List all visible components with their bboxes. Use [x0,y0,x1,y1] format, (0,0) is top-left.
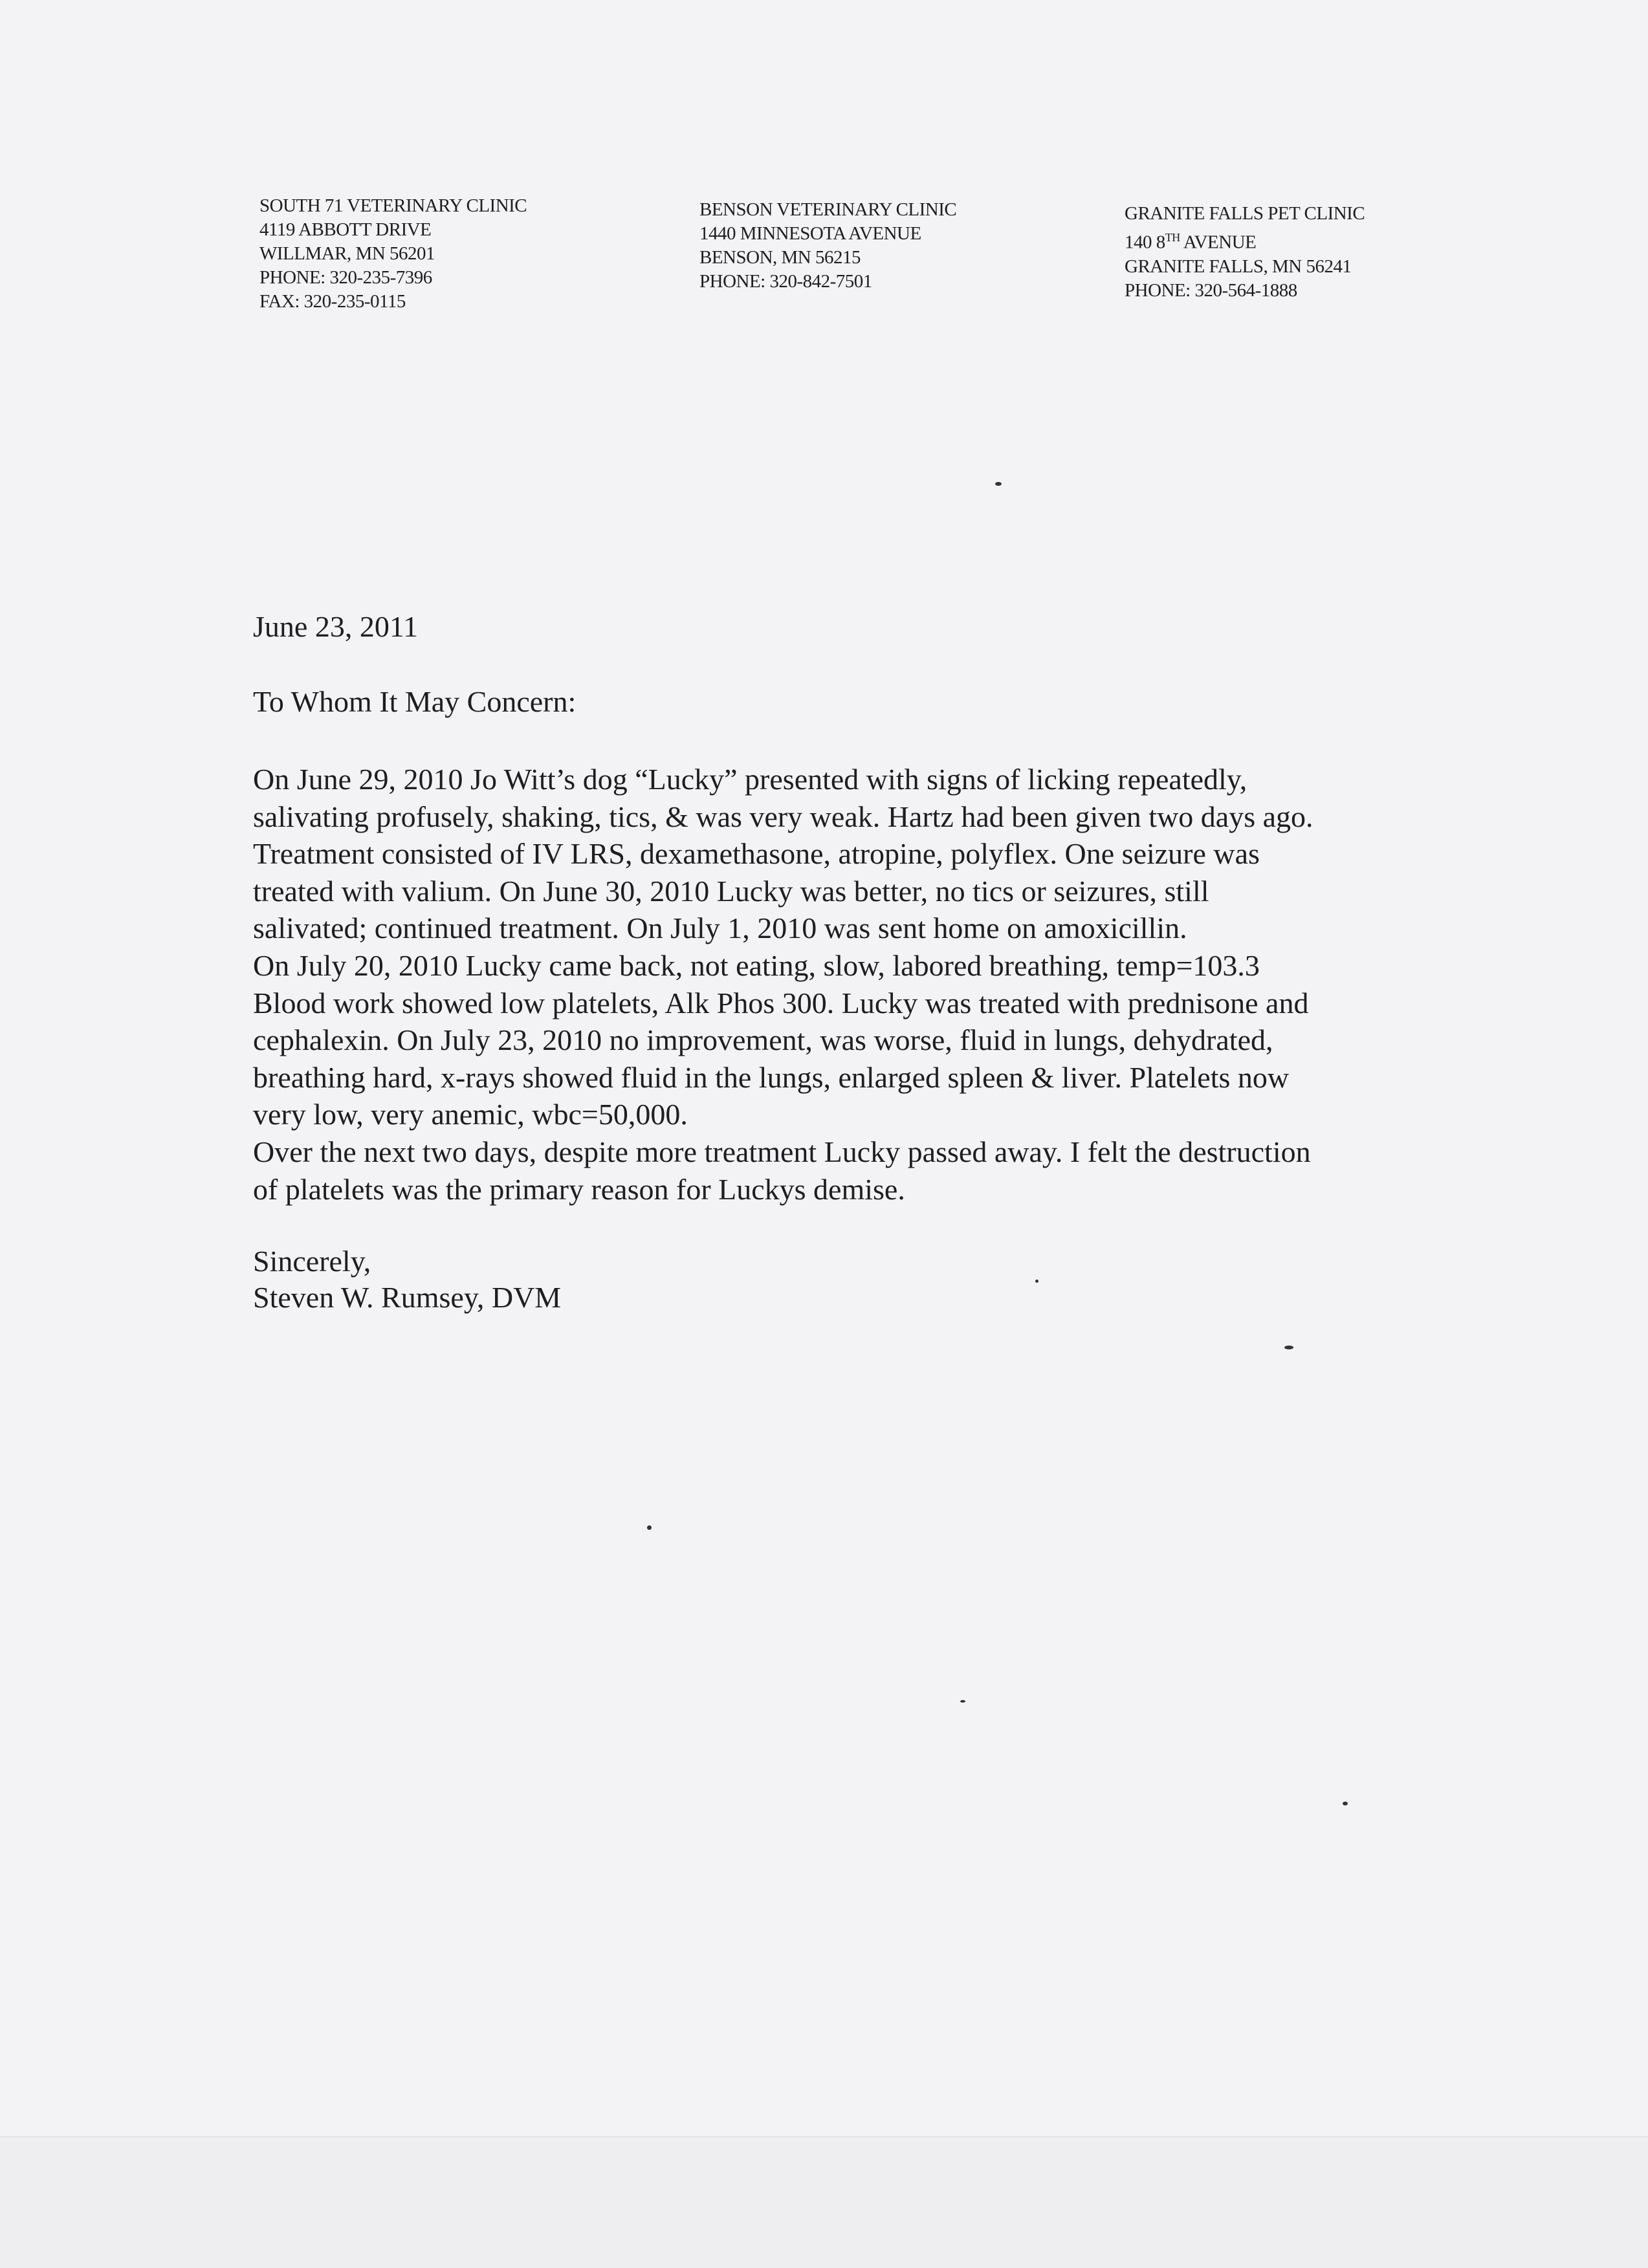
body-line: salivating profusely, shaking, tics, & was very weak. Hartz had been given two days ago. [253,800,1313,833]
clinic-phone: PHONE: 320-564-1888 [1125,279,1297,301]
clinic-address [1125,226,1365,255]
letter-date: June 23, 2011 [253,610,419,643]
letter-body [253,761,1313,1208]
scan-speck [647,1525,652,1530]
address-number: 140 8 [1125,232,1165,253]
closing-text: Sincerely, [253,1245,371,1278]
body-line: cephalexin. On July 23, 2010 no improvement, was worse, fluid in lungs, dehydrated, [253,1023,1273,1057]
scan-speck [1035,1280,1038,1283]
letter-salutation: To Whom It May Concern: [253,685,577,718]
body-line: treated with valium. On June 30, 2010 Lucky was better, no tics or seizures, still [253,874,1209,908]
clinic-fax: FAX: 320-235-0115 [259,291,406,312]
clinic-city: GRANITE FALLS, MN 56241 [1125,256,1352,277]
clinic-address: 1440 MINNESOTA AVENUE [699,223,921,244]
body-line: of platelets was the primary reason for Luckys demise. [253,1172,905,1206]
body-line: very low, very anemic, wbc=50,000. [253,1098,688,1131]
scan-speck [1343,1802,1348,1805]
body-line: breathing hard, x-rays showed fluid in the lungs, enlarged spleen & liver. Platelets now [253,1060,1290,1094]
clinic-address: 4119 ABBOTT DRIVE [259,219,432,240]
clinic-name: BENSON VETERINARY CLINIC [699,199,957,220]
body-line: On June 29, 2010 Jo Witt’s dog “Lucky” presented with signs of licking repeatedly, [253,763,1247,796]
clinic-phone: PHONE: 320-842-7501 [699,271,872,292]
address-street: AVENUE [1180,232,1257,253]
body-line: salivated; continued treatment. On July 1, 2010 was sent home on amoxicillin. [253,911,1187,945]
letterhead-clinic-benson [699,198,956,294]
scan-speck [1284,1346,1293,1349]
clinic-phone: PHONE: 320-235-7396 [259,267,432,288]
letter-closing [253,1243,561,1316]
clinic-city: WILLMAR, MN 56201 [259,243,435,264]
scan-bottom-margin [0,2136,1648,2268]
body-line: Over the next two days, despite more treatment Lucky passed away. I felt the destruction [253,1135,1311,1168]
body-line: On July 20, 2010 Lucky came back, not eating, slow, labored breathing, temp=103.3 [253,948,1260,982]
scan-speck [960,1700,965,1703]
signature-name: Steven W. Rumsey, DVM [253,1281,562,1314]
clinic-city: BENSON, MN 56215 [699,247,861,268]
clinic-name: SOUTH 71 VETERINARY CLINIC [259,195,527,216]
address-superscript: TH [1165,231,1180,244]
clinic-name: GRANITE FALLS PET CLINIC [1125,203,1365,224]
letterhead-clinic-south71 [259,194,527,314]
body-line: Blood work showed low platelets, Alk Phos 300. Lucky was treated with prednisone and [253,986,1309,1020]
body-line: Treatment consisted of IV LRS, dexamethasone, atropine, polyflex. One seizure was [253,837,1260,871]
scan-speck [995,482,1002,486]
letterhead-clinic-granite-falls [1125,202,1365,303]
